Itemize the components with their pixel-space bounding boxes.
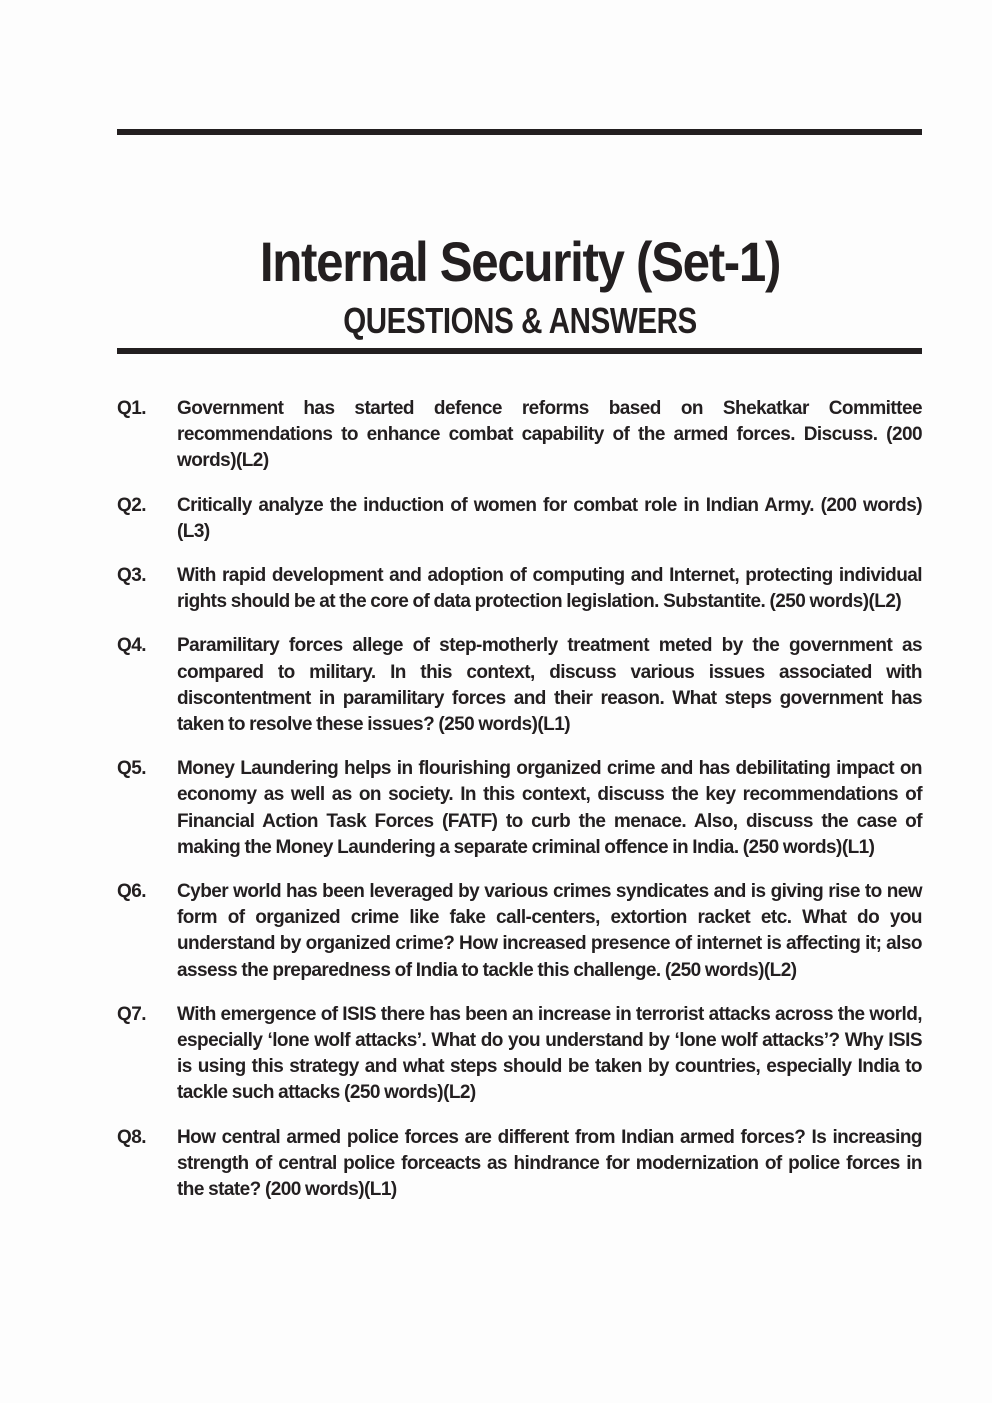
question-item <box>117 879 922 984</box>
question-text: With emergence of ISIS there has been an increase in terrorist attacks across the world, especially ‘lone wolf attacks’. What do you understand by ‘lone wolf attacks’? Why ISIS is using this strategy and what steps should be taken by countries, especially India to tackle such attacks (250 words)(L2) <box>177 1003 922 1104</box>
question-text: Cyber world has been leveraged by various crimes syndicates and is giving rise to new form of organized crime like fake call-centers, extortion racket etc. What do you understand by organized crime? How increased presence of internet is affecting it; also assess the preparedness of India to tackle this challenge. (250 words)(L2) <box>177 881 922 981</box>
question-list <box>117 396 922 1221</box>
question-item <box>117 396 922 475</box>
question-number: Q2. <box>117 494 146 516</box>
page-subtitle: QUESTIONS & ANSWERS <box>343 299 697 341</box>
question-number: Q4. <box>117 635 146 657</box>
question-text: With rapid development and adoption of computing and Internet, protecting individual rights should be at the core of data protection legislation. Substantite. (250 words)(L2) <box>177 565 922 613</box>
question-item <box>117 756 922 861</box>
question-item <box>117 1125 922 1204</box>
question-item <box>117 1002 922 1107</box>
page-title: Internal Security (Set-1) <box>259 229 781 293</box>
question-item <box>117 563 922 615</box>
question-text: Money Laundering helps in flourishing organized crime and has debilitating impact on economy as well as on society. In this context, discuss the key recommendations of Financial Action Task Forces (FATF) to curb the menace. Also, discuss the case of making the Money Laundering a separate criminal offence in India. (250 words)(L1) <box>177 758 922 858</box>
question-text: How central armed police forces are different from Indian armed forces? Is increasing strength of central police forceacts as hindrance for modernization of police forces in the state? (200 words)(L1) <box>177 1126 922 1201</box>
top-divider <box>117 129 922 135</box>
question-text: Government has started defence reforms based on Shekatkar Committee recommendations to enhance combat capability of the armed forces. Discuss. (200 words)(L2) <box>177 398 922 472</box>
bottom-divider <box>117 348 922 354</box>
question-number: Q5. <box>117 758 146 780</box>
question-number: Q1. <box>117 398 146 419</box>
question-item <box>117 493 922 545</box>
question-text: Critically analyze the induction of women for combat role in Indian Army. (200 words)(L3) <box>177 494 922 542</box>
question-number: Q8. <box>117 1126 146 1148</box>
question-number: Q3. <box>117 565 146 587</box>
question-text: Paramilitary forces allege of step-motherly treatment meted by the government as compared to military. In this context, discuss various issues associated with discontentment in paramilitary forces and their reason. What steps government has taken to resolve these issues? (250 words)(L1) <box>177 635 922 736</box>
question-item <box>117 633 922 738</box>
question-number: Q7. <box>117 1003 146 1025</box>
question-number: Q6. <box>117 881 146 903</box>
